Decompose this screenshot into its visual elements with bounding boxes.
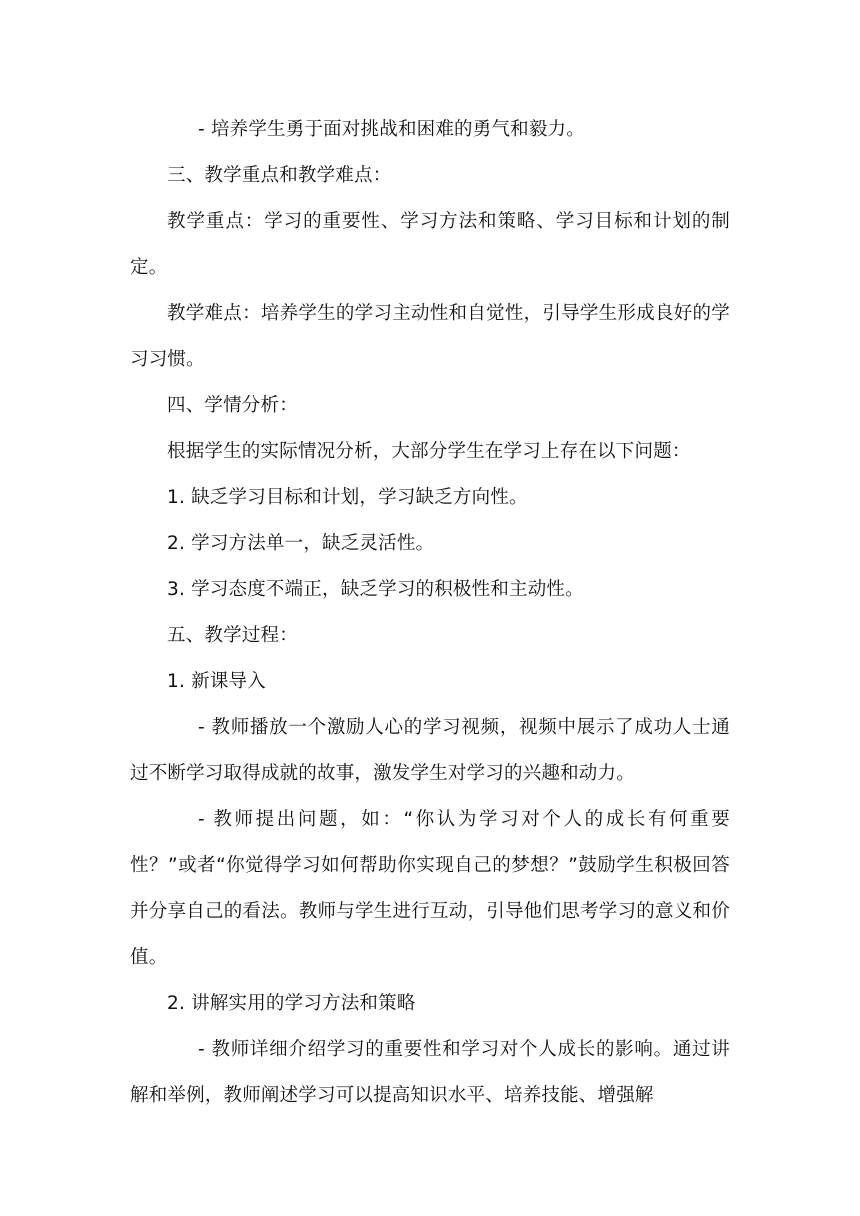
section-heading-key-points: 三、教学重点和教学难点：: [167, 165, 392, 186]
list-item-problem-3: 3. 学习态度不端正，缺乏学习的积极性和主动性。: [167, 579, 584, 600]
list-item-step-2: 2. 讲解实用的学习方法和策略: [167, 993, 416, 1014]
paragraph-analysis-intro: 根据学生的实际情况分析，大部分学生在学习上存在以下问题：: [167, 441, 691, 462]
section-heading-teaching-process: 五、教学过程：: [167, 625, 298, 646]
document-body: [130, 107, 730, 1119]
paragraph-step-1-questions: - 教师提出问题，如：“你认为学习对个人的成长有何重要性？”或者“你觉得学习如何帮助你实现自己的梦想？”鼓励学生积极回答并分享自己的看法。教师与学生进行互动，引导他们思考学习的意义和价值。: [130, 809, 730, 968]
paragraph-goal-courage: - 培养学生勇于面对挑战和困难的勇气和毅力。: [198, 119, 585, 140]
section-heading-learning-analysis: 四、学情分析：: [167, 395, 298, 416]
paragraph-difficult-points: 教学难点：培养学生的学习主动性和自觉性，引导学生形成良好的学习习惯。: [130, 303, 730, 370]
paragraph-key-points: 教学重点：学习的重要性、学习方法和策略、学习目标和计划的制定。: [130, 211, 730, 278]
list-item-problem-1: 1. 缺乏学习目标和计划，学习缺乏方向性。: [167, 487, 528, 508]
list-item-step-1: 1. 新课导入: [167, 671, 266, 692]
paragraph-step-2-explanation: - 教师详细介绍学习的重要性和学习对个人成长的影响。通过讲解和举例，教师阐述学习可以提高知识水平、培养技能、增强解: [130, 1039, 730, 1106]
list-item-problem-2: 2. 学习方法单一，缺乏灵活性。: [167, 533, 435, 554]
paragraph-step-1-video: - 教师播放一个激励人心的学习视频，视频中展示了成功人士通过不断学习取得成就的故事，激发学生对学习的兴趣和动力。: [130, 717, 730, 784]
